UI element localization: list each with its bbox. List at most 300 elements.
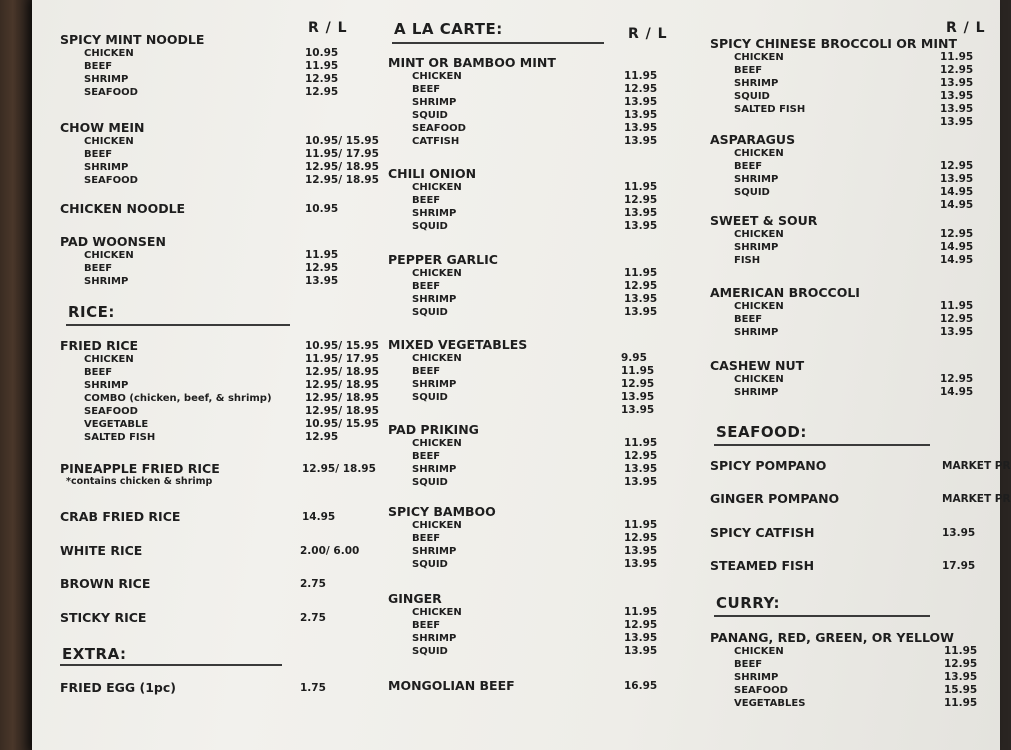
option-label: SQUID [412,477,448,488]
menu-option-row [710,645,978,658]
option-label: SHRIMP [412,464,457,475]
menu-item-group [388,252,658,319]
menu-option-row [710,386,974,399]
option-label: CHICKEN [734,229,784,240]
option-label: BEEF [84,263,113,274]
menu-item-group [710,213,974,267]
menu-option-row [388,306,658,319]
option-price: 13.95 [624,293,658,305]
option-price: 12.95 [624,619,658,631]
menu-item-price: 10.95 [305,203,339,215]
option-label: SEAFOOD [84,406,138,417]
option-price: 11.95 [624,70,658,82]
menu-option-row [60,405,379,418]
option-price: 12.95 [624,450,658,462]
menu-option-row [710,671,978,684]
option-price: 11.95 [944,697,978,709]
option-price: 13.95 [624,220,658,232]
option-label: BEEF [412,451,441,462]
menu-item-price: 16.95 [624,680,658,692]
menu-item-group [60,32,339,99]
menu-option-row [388,220,658,233]
section-title-curry: CURRY: [716,594,781,612]
menu-option-row [710,684,978,697]
menu-option-row [388,437,658,450]
option-price: 11.95 [624,267,658,279]
option-label: SHRIMP [84,276,129,287]
menu-option-row [60,418,379,431]
menu-option-row [60,353,379,366]
menu-item-name: MIXED VEGETABLES [388,337,528,352]
menu-option-row [388,476,658,489]
option-label: SQUID [412,646,448,657]
menu-option-row [710,186,974,199]
menu-option-row [710,77,974,90]
menu-item-group [60,680,326,695]
menu-item-name: CHOW MEIN [60,120,145,135]
option-label: BEEF [734,65,763,76]
menu-item-note: *contains chicken & shrimp [66,476,213,487]
section-rule [714,444,930,446]
menu-item-price: 2.75 [300,612,326,624]
menu-item-group [388,422,658,489]
option-price: 12.95 [305,86,339,98]
option-price: 13.95 [624,632,658,644]
menu-item-group [60,509,336,524]
option-label: CHICKEN [84,250,134,261]
option-price: 12.95/ 18.95 [305,161,379,173]
option-label: SHRIMP [412,379,457,390]
menu-item-name: MINT OR BAMBOO MINT [388,55,556,70]
menu-item-name: STICKY RICE 2.75 [60,610,326,625]
option-label: SHRIMP [84,162,129,173]
menu-item-name: BROWN RICE 2.75 [60,576,326,591]
menu-option-row [710,147,795,160]
option-price: 12.95 [624,194,658,206]
menu-item-group [388,166,658,233]
menu-option-row [710,103,974,116]
menu-item-group [60,201,339,216]
option-price: 10.95/ 15.95 [305,418,379,430]
menu-option-row [710,228,974,241]
option-label: SQUID [412,221,448,232]
option-price: 13.95 [940,103,974,115]
option-label: BEEF [84,149,113,160]
menu-item-price: 10.95/ 15.95 [305,340,379,352]
option-price: 10.95 [305,47,339,59]
option-label: BEEF [84,61,113,72]
menu-option-row [388,632,658,645]
menu-option-row [388,450,658,463]
menu-option-row [710,326,974,339]
option-label: CATFISH [412,136,460,147]
menu-option-row [710,116,974,129]
option-price: 12.95 [305,262,339,274]
menu-option-row [388,267,658,280]
section-title-a-la-carte: A LA CARTE: [394,20,503,38]
option-price: 12.95/ 18.95 [305,366,379,378]
option-price: 13.95 [624,207,658,219]
section-title-seafood: SEAFOOD: [716,423,807,441]
menu-option-row [388,122,658,135]
price-header: R / L [946,20,986,36]
option-price: 11.95 [624,606,658,618]
menu-item-group [710,525,976,540]
option-label: SALTED FISH [734,104,806,115]
menu-item-name: AMERICAN BROCCOLI [710,285,860,300]
option-label: SHRIMP [734,387,779,398]
menu-item-name: PAD WOONSEN [60,234,166,249]
option-price: 12.95/ 18.95 [305,379,379,391]
menu-item-name: SPICY MINT NOODLE [60,32,205,47]
option-price: 13.95 [624,476,658,488]
option-label: SHRIMP [412,208,457,219]
menu-option-row [388,207,658,220]
option-price: 11.95 [305,60,339,72]
option-label: BEEF [84,367,113,378]
menu-item-group [60,461,376,487]
option-label: SHRIMP [734,242,779,253]
menu-item-group [388,55,658,148]
option-label: SHRIMP [734,174,779,185]
menu-item-name: PEPPER GARLIC [388,252,498,267]
option-price: 9.95 [621,352,647,364]
menu-option-row [60,86,339,99]
option-price: 11.95 [621,365,655,377]
option-price: 12.95/ 18.95 [305,392,379,404]
menu-option-row [60,148,379,161]
menu-item-group [388,337,655,417]
menu-item-name: GINGER [388,591,442,606]
option-label: SEAFOOD [84,87,138,98]
menu-option-row [60,161,379,174]
option-price: 13.95 [621,404,655,416]
section-rule [392,42,604,44]
option-price: 10.95/ 15.95 [305,135,379,147]
menu-option-row [710,658,978,671]
menu-item-group [388,678,658,693]
option-price: 11.95 [624,519,658,531]
menu-item-group [710,630,978,710]
option-price: 12.95 [624,83,658,95]
menu-option-row [388,404,655,417]
option-label: SHRIMP [412,97,457,108]
menu-option-row [388,365,655,378]
option-price: 13.95 [940,90,974,102]
option-label: SHRIMP [412,546,457,557]
menu-option-row [710,90,974,103]
section-title-rice: RICE: [68,303,115,321]
menu-item-group [60,338,379,444]
option-price: 12.95 [944,658,978,670]
menu-option-row [60,47,339,60]
option-label: CHICKEN [734,646,784,657]
menu-option-row [388,181,658,194]
menu-item-name: ASPARAGUS [710,132,796,147]
option-label: SHRIMP [734,78,779,89]
menu-option-row [710,51,974,64]
menu-item-group [60,234,339,288]
option-label: SHRIMP [734,672,779,683]
option-price: 13.95 [624,122,658,134]
menu-item-group [710,36,974,129]
menu-item-name: GINGER POMPANO MARKET PR [710,491,1011,506]
option-price: 13.95 [621,391,655,403]
menu-item-group [710,358,974,399]
menu-option-row [60,60,339,73]
menu-item-price: 12.95/ 18.95 [302,463,376,475]
menu-option-row [60,135,379,148]
menu-option-row [710,313,974,326]
menu-option-row [388,378,655,391]
option-label: SALTED FISH [84,432,156,443]
table-edge [0,0,32,750]
option-label: FISH [734,255,761,266]
option-price: 13.95 [624,109,658,121]
option-price: 13.95 [624,545,658,557]
option-price: 11.95 [305,249,339,261]
option-price: 11.95 [624,437,658,449]
menu-option-row [60,379,379,392]
menu-option-row [388,391,655,404]
option-price: 15.95 [944,684,978,696]
option-price: 12.95 [940,64,974,76]
option-label: SEAFOOD [734,685,788,696]
menu-item-name: CASHEW NUT [710,358,805,373]
menu-item-price: 14.95 [302,511,336,523]
section-rule [60,664,282,666]
option-price: 13.95 [624,135,658,147]
menu-option-row [60,275,339,288]
option-price: 12.95 [624,532,658,544]
option-label: CHICKEN [734,148,784,159]
menu-option-row [60,262,339,275]
menu-option-row [60,174,379,187]
menu-item-name: SWEET & SOUR [710,213,818,228]
option-price: 12.95/ 18.95 [305,405,379,417]
menu-option-row [388,293,658,306]
menu-option-row [710,254,974,267]
option-label: SQUID [734,187,770,198]
option-price: 12.95 [621,378,655,390]
option-label: BEEF [412,620,441,631]
menu-option-row [388,352,647,365]
menu-item-price: 13.95 [942,527,976,539]
section-rule [66,324,290,326]
option-price: 13.95 [940,77,974,89]
option-label: CHICKEN [734,52,784,63]
option-label: SEAFOOD [84,175,138,186]
menu-item-group [710,285,974,339]
menu-item-price: MARKET PR [942,493,1011,505]
menu-item-group [710,132,974,212]
option-price: 13.95 [305,275,339,287]
option-price: 12.95 [940,160,974,172]
option-label: BEEF [412,84,441,95]
menu-option-row [60,431,339,444]
menu-item-group [710,558,976,573]
menu-option-row [388,619,658,632]
menu-item-name: PANANG, RED, GREEN, OR YELLOW [710,630,954,645]
menu-option-row [60,73,339,86]
menu-option-row [388,606,658,619]
menu-option-row [710,199,974,212]
menu-option-row [710,173,974,186]
option-price: 11.95 [940,300,974,312]
option-label: BEEF [412,366,441,377]
option-label: BEEF [734,161,763,172]
option-label: SHRIMP [734,327,779,338]
menu-option-row [60,249,339,262]
menu-option-row [710,373,974,386]
option-label: VEGETABLES [734,698,806,709]
option-label: COMBO (chicken, beef, & shrimp) [84,393,272,404]
menu-option-row [388,280,658,293]
menu-option-row [710,64,974,77]
option-label: CHICKEN [84,136,134,147]
menu-item-group [60,543,360,558]
menu-item-name: FRIED EGG (1pc) 1.75 [60,680,326,695]
option-price: 13.95 [940,173,974,185]
menu-item-group [60,120,379,187]
price-header: R / L [308,20,348,36]
menu-item-name: SPICY CATFISH 13.95 [710,525,976,540]
option-label: CHICKEN [412,182,462,193]
option-price: 11.95/ 17.95 [305,353,379,365]
option-price: 11.95 [624,181,658,193]
menu-item-name: SPICY BAMBOO [388,504,496,519]
menu-item-group [388,504,658,571]
menu-option-row [710,697,978,710]
menu-option-row [388,109,658,122]
menu-item-name: CHICKEN NOODLE 10.95 [60,201,339,216]
menu-option-row [388,519,658,532]
option-price: 14.95 [940,386,974,398]
option-price: 14.95 [940,186,974,198]
menu-item-price: 2.00/ 6.00 [300,545,360,557]
option-price: 12.95/ 18.95 [305,174,379,186]
option-price: 14.95 [940,241,974,253]
menu-option-row [388,545,658,558]
menu-option-row [388,194,658,207]
option-price: 12.95 [940,228,974,240]
menu-option-row [60,366,379,379]
menu-item-name: CRAB FRIED RICE 14.95 [60,509,336,524]
option-price: 13.95 [940,116,974,128]
menu-option-row [388,463,658,476]
menu-option-row [388,83,658,96]
option-label: BEEF [412,281,441,292]
option-label: SHRIMP [84,74,129,85]
option-price: 12.95 [940,313,974,325]
price-header: R / L [628,26,668,42]
menu-item-group [60,576,326,591]
menu-item-price: 1.75 [300,682,326,694]
option-price: 12.95 [624,280,658,292]
section-rule [714,615,930,617]
option-price: 13.95 [624,306,658,318]
option-label: CHICKEN [412,520,462,531]
menu-item-group [710,458,1011,473]
option-price: 13.95 [624,645,658,657]
menu-item-group [388,591,658,658]
option-label: BEEF [734,659,763,670]
option-label: SQUID [412,559,448,570]
option-label: SHRIMP [84,380,129,391]
menu-item-name: STEAMED FISH 17.95 [710,558,976,573]
option-price: 13.95 [624,96,658,108]
menu-option-row [710,160,974,173]
option-label: CHICKEN [84,48,134,59]
menu-item-price: 17.95 [942,560,976,572]
option-label: SHRIMP [412,633,457,644]
menu-item-name: FRIED RICE 10.95/ 15.95 [60,338,379,353]
option-label: CHICKEN [84,354,134,365]
option-label: BEEF [734,314,763,325]
menu-option-row [388,70,658,83]
menu-option-row [60,392,379,405]
option-price: 11.95/ 17.95 [305,148,379,160]
option-label: BEEF [412,195,441,206]
option-label: CHICKEN [734,374,784,385]
option-price: 13.95 [944,671,978,683]
option-label: CHICKEN [412,607,462,618]
option-price: 12.95 [940,373,974,385]
option-label: SQUID [734,91,770,102]
menu-option-row [710,241,974,254]
menu-item-price: 2.75 [300,578,326,590]
menu-option-row [388,645,658,658]
option-label: VEGETABLE [84,419,149,430]
menu-item-name: SPICY CHINESE BROCCOLI OR MINT [710,36,957,51]
menu-item-name: MONGOLIAN BEEF 16.95 [388,678,658,693]
option-price: 11.95 [944,645,978,657]
menu-item-group [60,610,326,625]
section-title-extra: EXTRA: [62,645,127,663]
option-price: 12.95 [305,431,339,443]
menu-option-row [388,558,658,571]
menu-item-name: PINEAPPLE FRIED RICE 12.95/ 18.95 [60,461,376,476]
option-label: CHICKEN [734,301,784,312]
option-label: CHICKEN [412,268,462,279]
option-price: 14.95 [940,199,974,211]
option-price: 11.95 [940,51,974,63]
option-label: CHICKEN [412,438,462,449]
menu-item-price: MARKET PR [942,460,1011,472]
option-label: SEAFOOD [412,123,466,134]
menu-item-name: CHILI ONION [388,166,477,181]
option-label: SQUID [412,110,448,121]
menu-item-group [710,491,1011,506]
option-label: SHRIMP [412,294,457,305]
option-price: 14.95 [940,254,974,266]
option-label: CHICKEN [412,71,462,82]
option-price: 13.95 [624,463,658,475]
menu-option-row [710,300,974,313]
menu-item-name: WHITE RICE 2.00/ 6.00 [60,543,360,558]
menu-option-row [388,135,658,148]
option-price: 13.95 [624,558,658,570]
option-price: 12.95 [305,73,339,85]
menu-option-row [388,532,658,545]
menu-item-name: SPICY POMPANO MARKET PR [710,458,1011,473]
option-label: SQUID [412,392,448,403]
option-label: SQUID [412,307,448,318]
option-price: 13.95 [940,326,974,338]
option-label: CHICKEN [412,353,462,364]
option-label: BEEF [412,533,441,544]
menu-option-row [388,96,658,109]
